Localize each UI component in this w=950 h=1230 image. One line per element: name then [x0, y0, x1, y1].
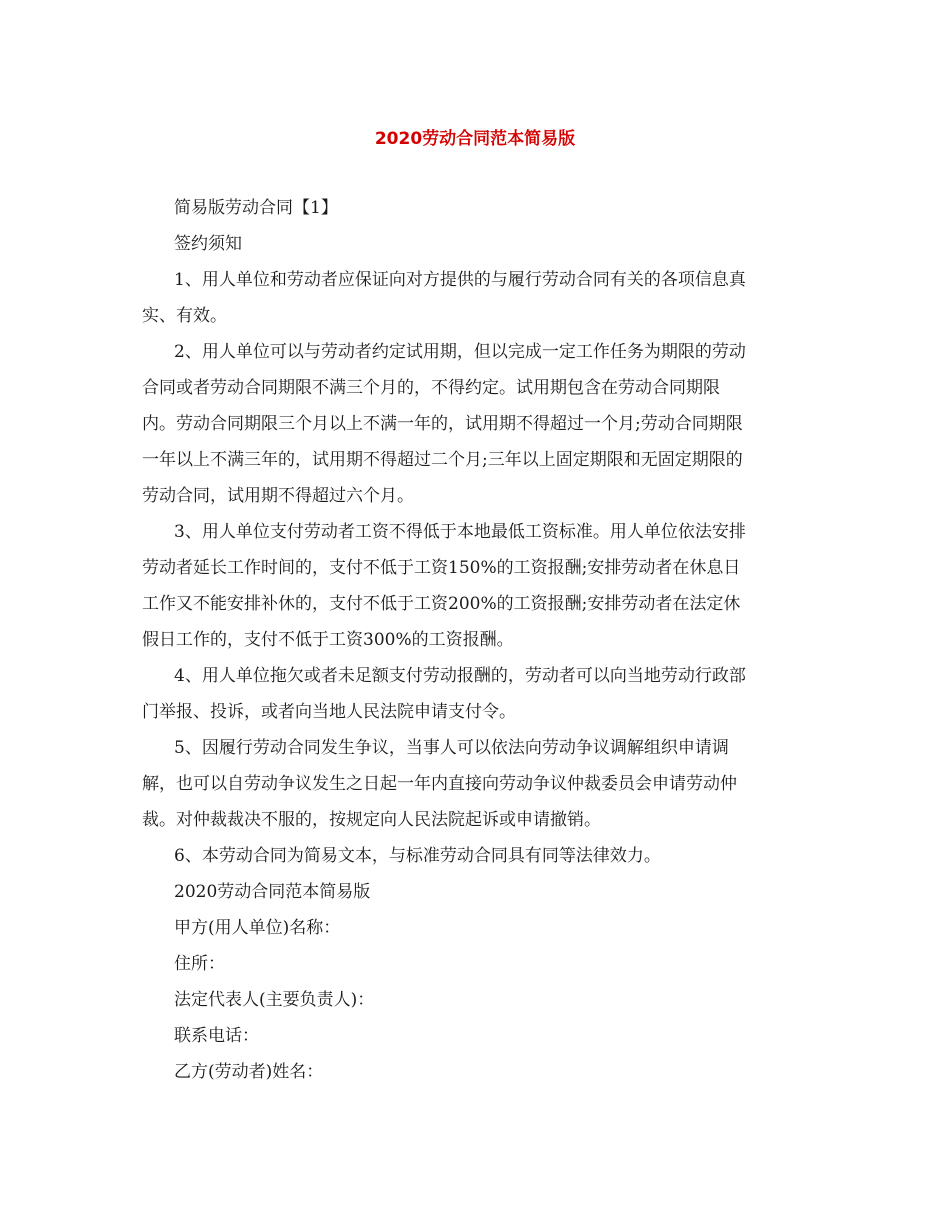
text-line: 劳动者延长工作时间的，支付不低于工资150%的工资报酬;安排劳动者在休息日 — [142, 558, 741, 578]
party-a-name-field: 甲方(用人单位)名称： — [174, 918, 341, 938]
text-line: 假日工作的，支付不低于工资300%的工资报酬。 — [142, 630, 514, 650]
text-line: 一年以上不满三年的，试用期不得超过二个月;三年以上固定期限和无固定期限的 — [142, 450, 743, 470]
document-body — [142, 190, 812, 1090]
paragraph-6: 6、本劳动合同为简易文本，与标准劳动合同具有同等法律效力。 — [174, 846, 661, 866]
legal-representative-field: 法定代表人(主要负责人)： — [174, 990, 375, 1010]
paragraph-4 — [142, 658, 812, 730]
text-line: 内。劳动合同期限三个月以上不满一年的，试用期不得超过一个月;劳动合同期限 — [142, 414, 743, 434]
document-title: 2020劳动合同范本简易版 — [374, 129, 576, 149]
contract-title: 2020劳动合同范本简易版 — [174, 882, 371, 902]
signing-notice-heading: 签约须知 — [174, 234, 242, 254]
paragraph-5 — [142, 730, 812, 838]
text-line: 1、用人单位和劳动者应保证向对方提供的与履行劳动合同有关的各项信息真 — [174, 270, 746, 290]
address-field: 住所： — [174, 954, 225, 974]
text-line: 2、用人单位可以与劳动者约定试用期，但以完成一定工作任务为期限的劳动 — [174, 342, 746, 362]
text-line: 5、因履行劳动合同发生争议，当事人可以依法向劳动争议调解组织申请调 — [174, 738, 729, 758]
text-line: 解，也可以自劳动争议发生之日起一年内直接向劳动争议仲裁委员会申请劳动仲 — [142, 774, 737, 794]
text-line: 裁。对仲裁裁决不服的，按规定向人民法院起诉或申请撤销。 — [142, 810, 601, 830]
text-line: 实、有效。 — [142, 306, 227, 326]
section-heading: 简易版劳动合同【1】 — [174, 198, 338, 218]
text-line: 门举报、投诉，或者向当地人民法院申请支付令。 — [142, 702, 516, 722]
text-line: 合同或者劳动合同期限不满三个月的，不得约定。试用期包含在劳动合同期限 — [142, 378, 720, 398]
text-line: 4、用人单位拖欠或者未足额支付劳动报酬的，劳动者可以向当地劳动行政部 — [174, 666, 746, 686]
text-line: 劳动合同，试用期不得超过六个月。 — [142, 486, 414, 506]
paragraph-2 — [142, 334, 812, 514]
phone-field: 联系电话： — [174, 1026, 259, 1046]
paragraph-1 — [142, 262, 812, 334]
party-b-name-field: 乙方(劳动者)姓名： — [174, 1062, 324, 1082]
text-line: 3、用人单位支付劳动者工资不得低于本地最低工资标准。用人单位依法安排 — [174, 522, 746, 542]
text-line: 工作又不能安排补休的，支付不低于工资200%的工资报酬;安排劳动者在法定休 — [142, 594, 741, 614]
paragraph-3 — [142, 514, 812, 658]
